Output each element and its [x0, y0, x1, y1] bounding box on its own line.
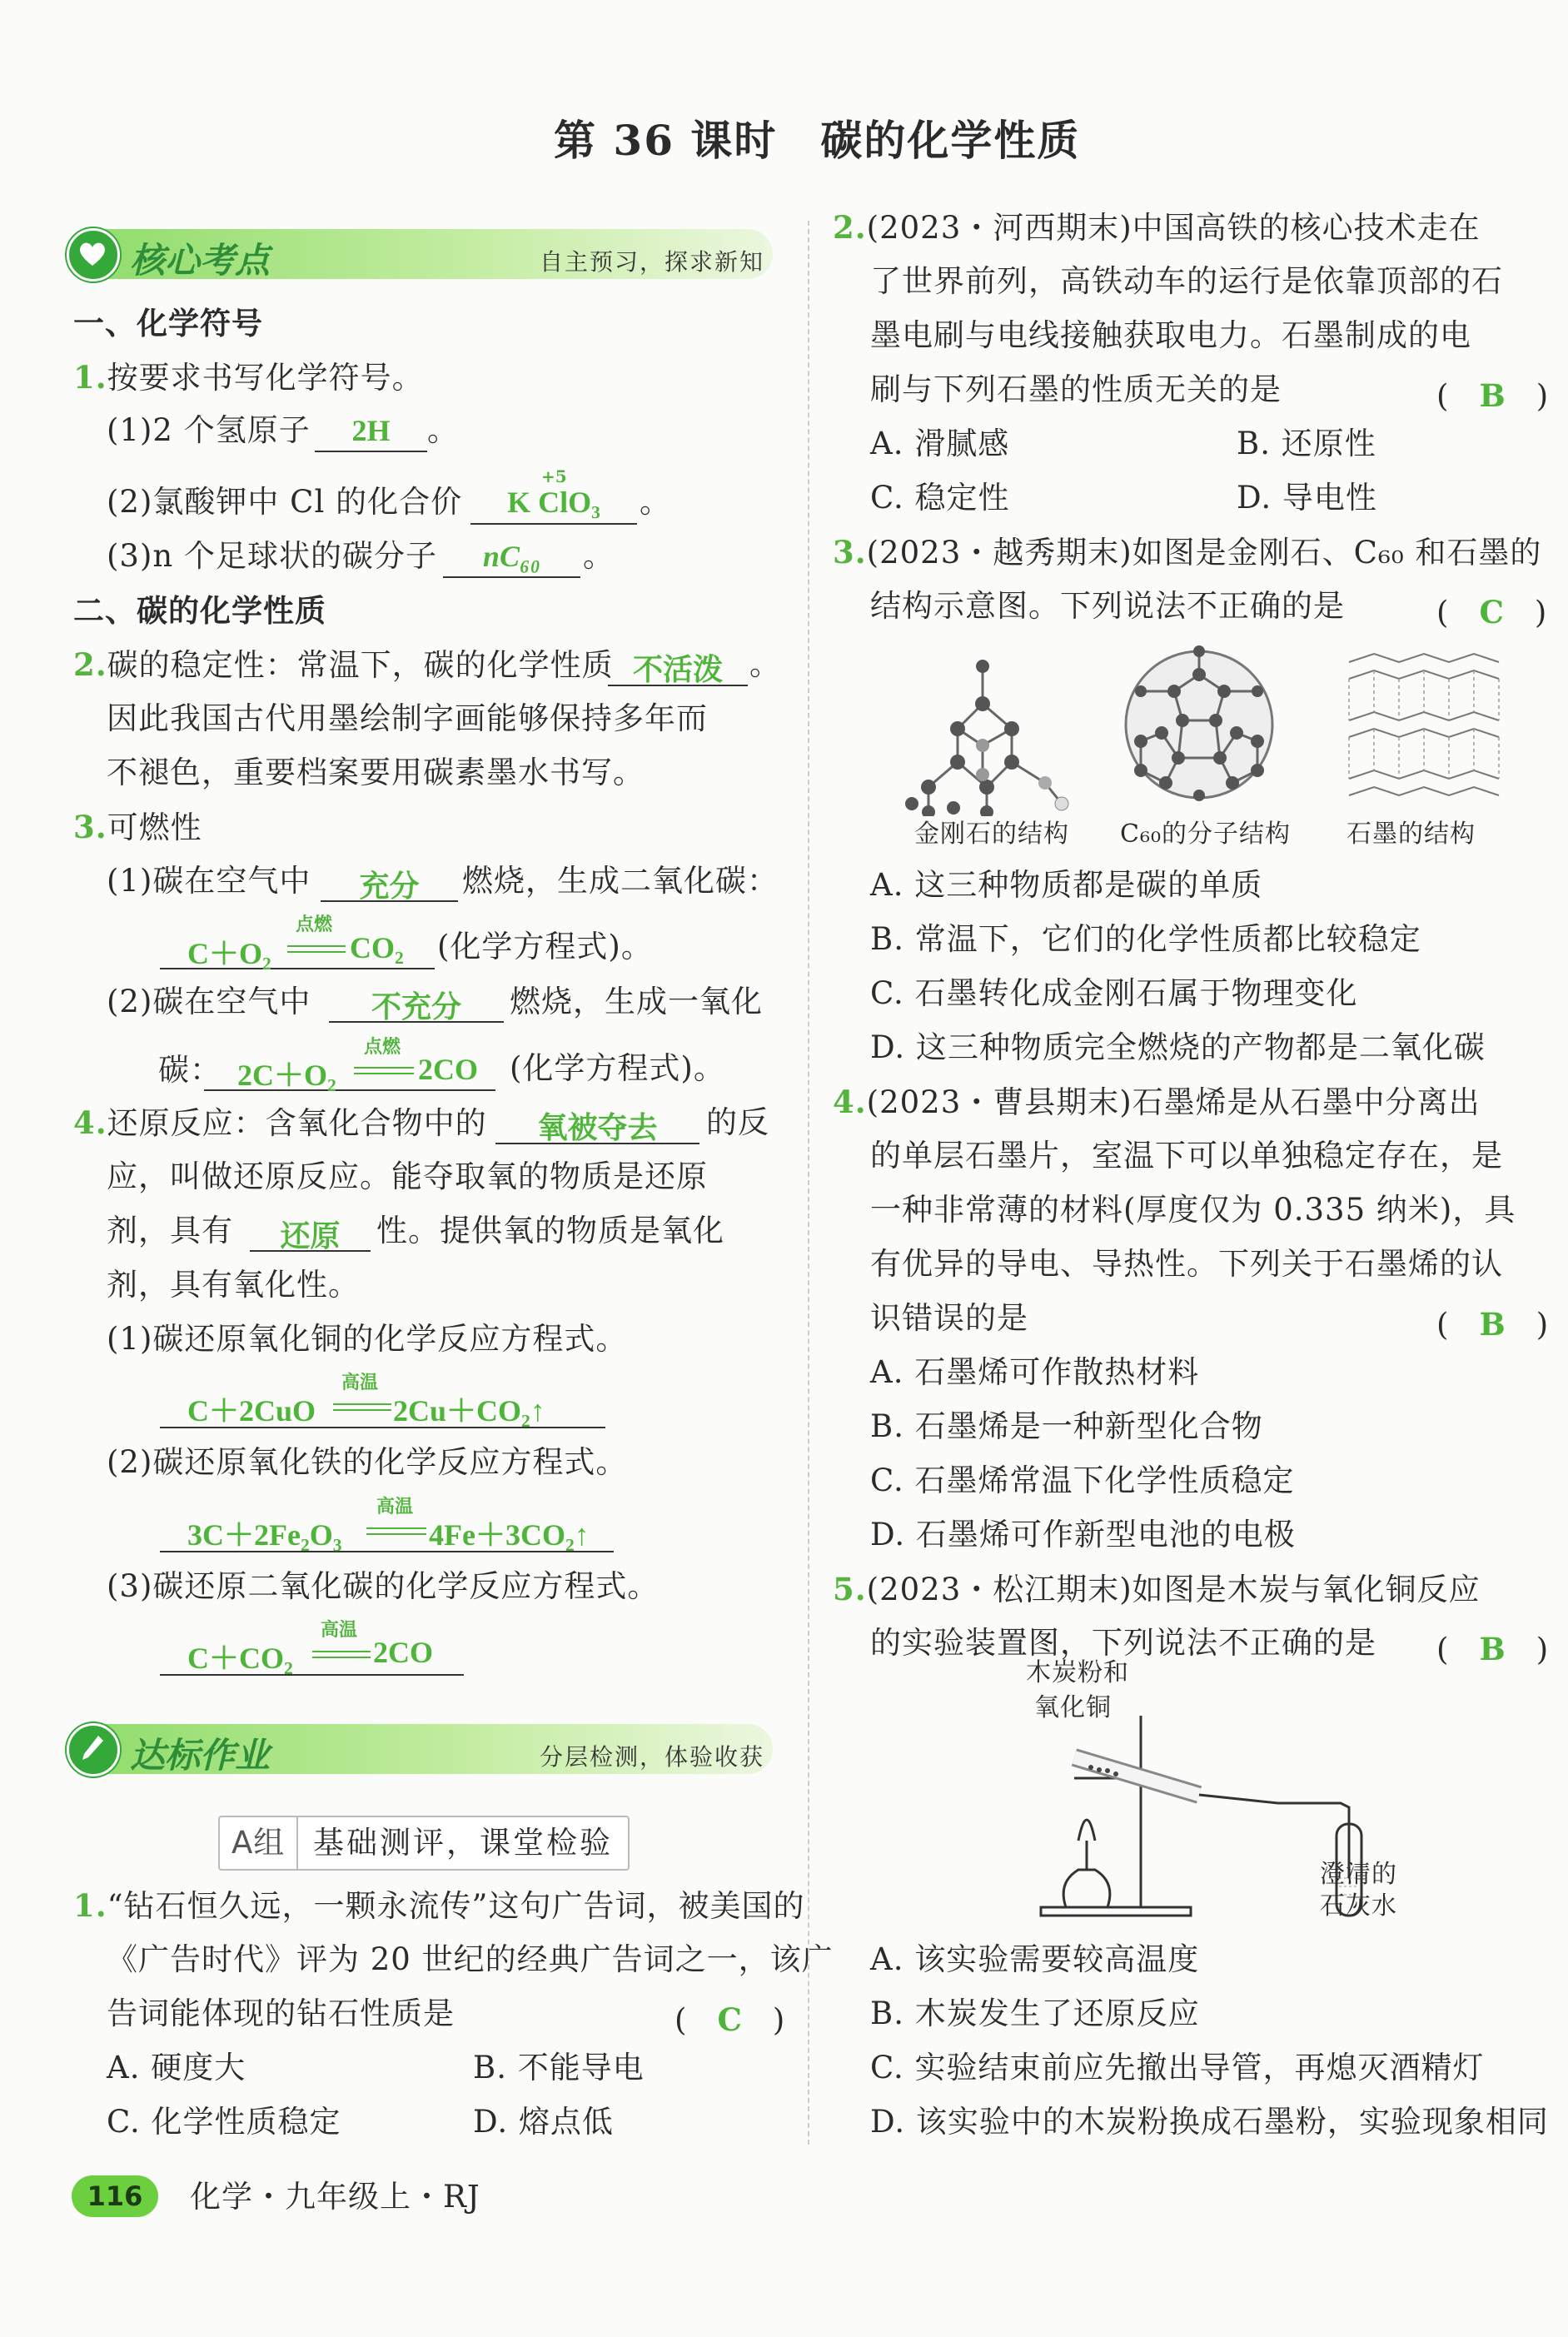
pencil-icon — [80, 1734, 105, 1762]
page-number-badge: 116 — [72, 2175, 158, 2217]
answer-incomplete: 不充分 — [371, 990, 461, 1024]
question-1: 1.按要求书写化学符号。 — [73, 359, 424, 396]
answer-reducing: 还原 — [280, 1219, 341, 1253]
label-charcoal-1: 木炭粉和 — [1026, 1658, 1129, 1687]
section-title: 达标作业 — [130, 1735, 271, 1776]
column-divider — [808, 221, 809, 2145]
answer-bracket: ( B ) — [1436, 1306, 1549, 1343]
answer-oxygen-removed: 氧被夺去 — [537, 1111, 658, 1144]
question-2: 2.碳的稳定性：常温下，碳的化学性质 — [73, 646, 614, 683]
section-subtitle: 自主预习，探求新知 — [540, 248, 765, 276]
answer-full: 充分 — [359, 870, 420, 903]
heart-icon — [78, 242, 107, 267]
answer-bracket: ( B ) — [1436, 1631, 1549, 1667]
answer-nc60: nC₆₀ — [482, 540, 541, 573]
right-question-3: 3.(2023・越秀期末)如图是金刚石、C₆₀ 和石墨的 — [833, 534, 1542, 571]
question-4: 4.还原反应：含氧化合物中的 — [73, 1104, 487, 1141]
q1-part2: (2)氯酸钾中 Cl 的化合价 — [107, 484, 463, 520]
right-question-2: 2.(2023・河西期末)中国高铁的核心技术走在 — [833, 209, 1481, 246]
footer-book-title: 化学・九年级上・RJ — [190, 2179, 480, 2215]
right-question-4: 4.(2023・曹县期末)石墨烯是从石墨中分离出 — [833, 1084, 1481, 1120]
label-limewater-2: 石灰水 — [1320, 1891, 1397, 1921]
homework-question-1: 1.“钻石恒久远，一颗永流传”这句广告词，被美国的 — [73, 1887, 805, 1924]
q1-part3: (3)n 个足球状的碳分子 — [107, 538, 438, 574]
graphite-structure-figure — [1341, 645, 1507, 808]
answer-bracket: ( C ) — [674, 2001, 785, 2038]
section-title: 核心考点 — [130, 240, 271, 281]
question-3: 3.可燃性 — [73, 809, 202, 845]
answer-bracket: ( C ) — [1436, 594, 1547, 630]
caption-c60: C₆₀的分子结构 — [1120, 820, 1292, 849]
caption-graphite: 石墨的结构 — [1346, 820, 1476, 849]
caption-diamond: 金刚石的结构 — [914, 820, 1069, 849]
group-label-box: A组 基础测评，课堂检验 — [218, 1816, 630, 1871]
label-charcoal-2: 氧化铜 — [1034, 1693, 1112, 1722]
answer-bracket: ( B ) — [1436, 377, 1549, 414]
answer-kclo3: K ClO₃ — [507, 486, 600, 519]
label-limewater-1: 澄清的 — [1320, 1860, 1397, 1889]
q1-part1: (1)2 个氢原子 — [107, 412, 311, 448]
answer-inactive: 不活泼 — [632, 653, 723, 686]
heading-chemical-properties: 二、碳的化学性质 — [73, 592, 326, 629]
page-title: 第 36 课时 碳的化学性质 — [554, 116, 1081, 165]
section-subtitle: 分层检测，体验收获 — [540, 1743, 765, 1771]
right-question-5: 5.(2023・松江期末)如图是木炭与氧化铜反应 — [833, 1571, 1481, 1607]
c60-structure-figure — [1116, 641, 1282, 808]
diamond-structure-figure — [895, 650, 1078, 816]
answer-2H: 2H — [351, 414, 391, 447]
heading-chemical-symbols: 一、化学符号 — [73, 305, 263, 341]
